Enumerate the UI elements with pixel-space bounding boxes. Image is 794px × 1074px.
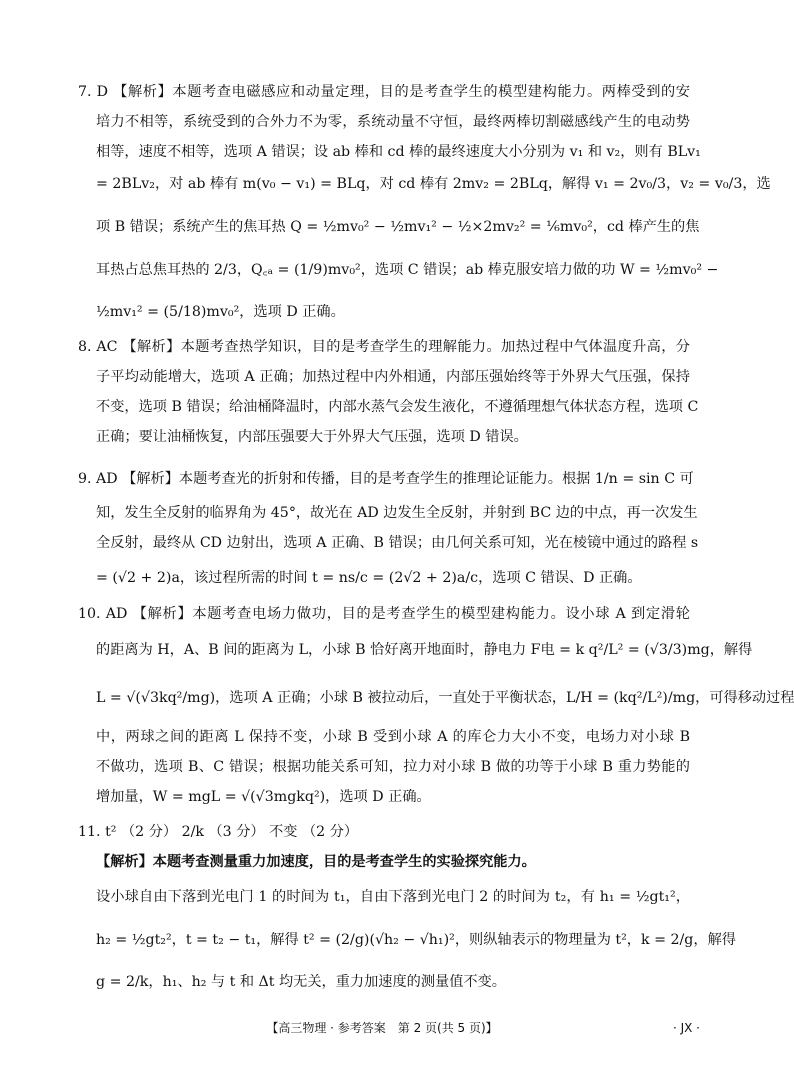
q11-line-2: h₂ = ½gt₂²，t = t₂ − t₁，解得 t² = (2/g)(√h₂ − √h₁)²，则纵轴表示的物理量为 t²，k = 2/g，解得 — [96, 932, 736, 948]
q10-line-5: 不做功，选项 B、C 错误；根据功能关系可知，拉力对小球 B 做的功等于小球 B 重力势能的 — [96, 759, 690, 775]
q10-line-2: 的距离为 H，A、B 间的距离为 L，小球 B 恰好离开地面时，静电力 F电 = k q²/L² = (√3/3)mg，解得 — [96, 642, 753, 658]
q10-line-4: 中，两球之间的距离 L 保持不变，小球 B 受到小球 A 的库仑力大小不变，电场力对小球 B — [96, 729, 690, 745]
q8-line-2: 子平均动能增大，选项 A 正确；加热过程中内外相通，内部压强始终等于外界大气压强，保持 — [96, 369, 690, 385]
q9-line-4: = (√2 + 2)a，该过程所需的时间 t = ns/c = (2√2 + 2)a/c，选项 C 错误、D 正确。 — [96, 570, 642, 586]
q7-line-1: 7. D 【解析】本题考查电磁感应和动量定理，目的是考查学生的模型建构能力。两棒受到的安 — [78, 84, 690, 100]
q8-line-3: 不变，选项 B 错误；给油桶降温时，内部水蒸气会发生液化，不遵循理想气体状态方程，选项 C — [96, 399, 699, 415]
page-footer — [0, 1018, 764, 1038]
q7-line-5: 项 B 错误；系统产生的焦耳热 Q = ½mv₀² − ½mv₁² − ½×2mv₂² = ⅙mv₀²，cd 棒产生的焦 — [96, 219, 700, 235]
q9-line-2: 知，发生全反射的临界角为 45°，故光在 AD 边发生全反射，并射到 BC 边的中点，再一次发生 — [96, 505, 698, 521]
q8-line-4: 正确；要让油桶恢复，内部压强要大于外界大气压强，选项 D 错误。 — [96, 429, 528, 445]
q11-answers: 11. t² （2 分） 2/k （3 分） 不变 （2 分） — [78, 824, 359, 840]
q7-line-7: ½mv₁² = (5/18)mv₀²，选项 D 正确。 — [96, 304, 345, 320]
q7-line-2: 培力不相等，系统受到的合外力不为零，系统动量不守恒，最终两棒切割磁感线产生的电动势 — [96, 114, 690, 130]
q10-line-3: L = √(√3kq²/mg)，选项 A 正确；小球 B 被拉动后，一直处于平衡状态，L/H = (kq²/L²)/mg，可得移动过程 — [96, 690, 794, 706]
q7-line-6: 耳热占总焦耳热的 2/3，Q꜀ₐ = (1/9)mv₀²，选项 C 错误；ab 棒克服安培力做的功 W = ½mv₀² − — [96, 262, 719, 278]
footer-page-info: 【高三物理 · 参考答案 第 2 页(共 5 页)】 — [266, 1021, 498, 1035]
q10-line-6: 增加量，W = mgL = √(√3mgkq²)，选项 D 正确。 — [96, 789, 431, 805]
q9-line-1: 9. AD 【解析】本题考查光的折射和传播，目的是考查学生的推理论证能力。根据 1/n = sin C 可 — [78, 471, 694, 487]
q8-line-1: 8. AC 【解析】本题考查热学知识，目的是考查学生的理解能力。加热过程中气体温度升高，分 — [78, 339, 690, 355]
q11-line-1: 设小球自由下落到光电门 1 的时间为 t₁，自由下落到光电门 2 的时间为 t₂，有 h₁ = ½gt₁²， — [96, 889, 690, 905]
q7-line-3: 相等，速度不相等，选项 A 错误；设 ab 棒和 cd 棒的最终速度大小分别为 v₁ 和 v₂，则有 BLv₁ — [96, 144, 701, 160]
footer-code: · JX · — [672, 1021, 700, 1035]
q7-line-4: = 2BLv₂，对 ab 棒有 m(v₀ − v₁) = BLq，对 cd 棒有 2mv₂ = 2BLq，解得 v₁ = 2v₀/3，v₂ = v₀/3，选 — [96, 176, 771, 192]
q11-line-3: g = 2/k，h₁、h₂ 与 t 和 Δt 均无关，重力加速度的测量值不变。 — [96, 974, 506, 990]
q9-line-3: 全反射，最终从 CD 边射出，选项 A 正确、B 错误；由几何关系可知，光在棱镜中通过的路程 s — [96, 535, 699, 551]
q10-line-1: 10. AD 【解析】本题考查电场力做功，目的是考查学生的模型建构能力。设小球 A 到定滑轮 — [78, 606, 690, 622]
q11-analysis-heading: 【解析】本题考查测量重力加速度，目的是考查学生的实验探究能力。 — [96, 854, 536, 870]
